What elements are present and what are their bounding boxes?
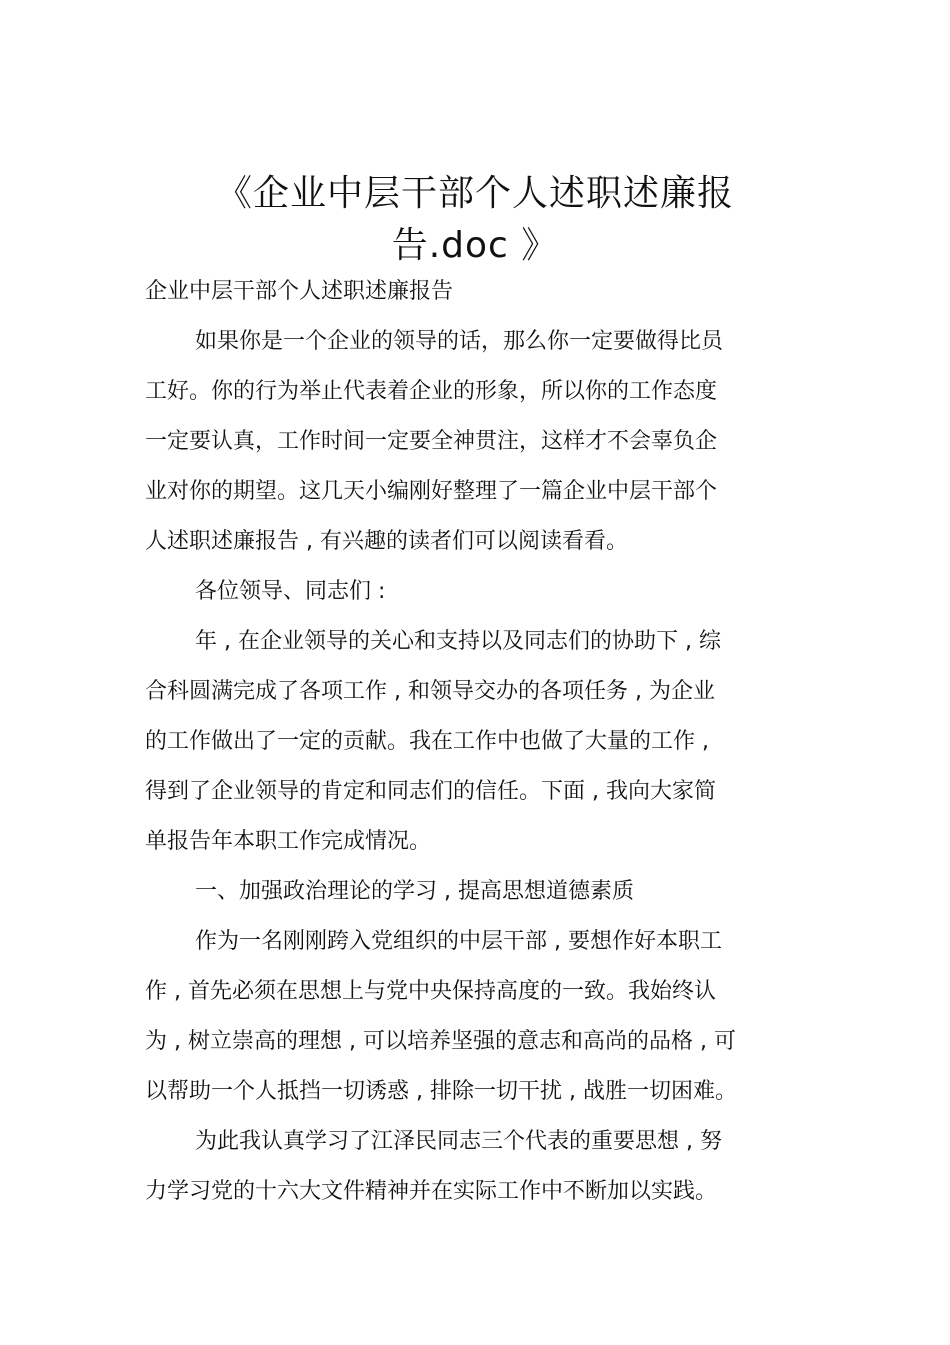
paragraph-line: 工好。你的行为举止代表着企业的形象，所以你的工作态度 bbox=[145, 379, 718, 404]
salutation-line: 各位领导、同志们 : bbox=[195, 579, 386, 604]
paragraph-line: 为 , 树立崇高的理想 , 可以培养坚强的意志和高尚的品格 , 可 bbox=[145, 1029, 736, 1054]
paragraph-line: 作 , 首先必须在思想上与党中央保持高度的一致。我始终认 bbox=[145, 979, 716, 1004]
paragraph-line: 以帮助一个人抵挡一切诱惑 , 排除一切干扰 , 战胜一切困难。 bbox=[145, 1079, 737, 1104]
paragraph-line: 业对你的期望。这几天小编刚好整理了一篇企业中层干部个 bbox=[145, 479, 718, 504]
paragraph-line: 一定要认真，工作时间一定要全神贯注，这样才不会辜负企 bbox=[145, 429, 718, 454]
document-subtitle: 企业中层干部个人述职述廉报告 bbox=[145, 279, 454, 304]
paragraph-line: 力学习党的十六大文件精神并在实际工作中不断加以实践。 bbox=[145, 1179, 718, 1204]
paragraph-line: 为此我认真学习了江泽民同志三个代表的重要思想 , 努 bbox=[195, 1129, 722, 1154]
paragraph-line: 单报告年本职工作完成情况。 bbox=[145, 829, 432, 854]
paragraph-line: 得到了企业领导的肯定和同志们的信任。下面 , 我向大家简 bbox=[145, 779, 716, 804]
document-title-line-2: 告.doc 》 bbox=[391, 225, 559, 266]
paragraph-line: 人述职述廉报告 , 有兴趣的读者们可以阅读看看。 bbox=[145, 529, 628, 554]
paragraph-line: 如果你是一个企业的领导的话，那么你一定要做得比员 bbox=[195, 329, 724, 354]
section-heading: 一、加强政治理论的学习 , 提高思想道德素质 bbox=[195, 879, 634, 904]
paragraph-line: 年 , 在企业领导的关心和支持以及同志们的协助下 , 综 bbox=[195, 629, 721, 654]
document-title-line-1: 《企业中层干部个人述职述廉报 bbox=[215, 173, 734, 214]
paragraph-line: 的工作做出了一定的贡献。我在工作中也做了大量的工作 , bbox=[145, 729, 709, 754]
paragraph-line: 合科圆满完成了各项工作 , 和领导交办的各项任务 , 为企业 bbox=[145, 679, 715, 704]
paragraph-line: 作为一名刚刚跨入党组织的中层干部 , 要想作好本职工 bbox=[195, 929, 722, 954]
